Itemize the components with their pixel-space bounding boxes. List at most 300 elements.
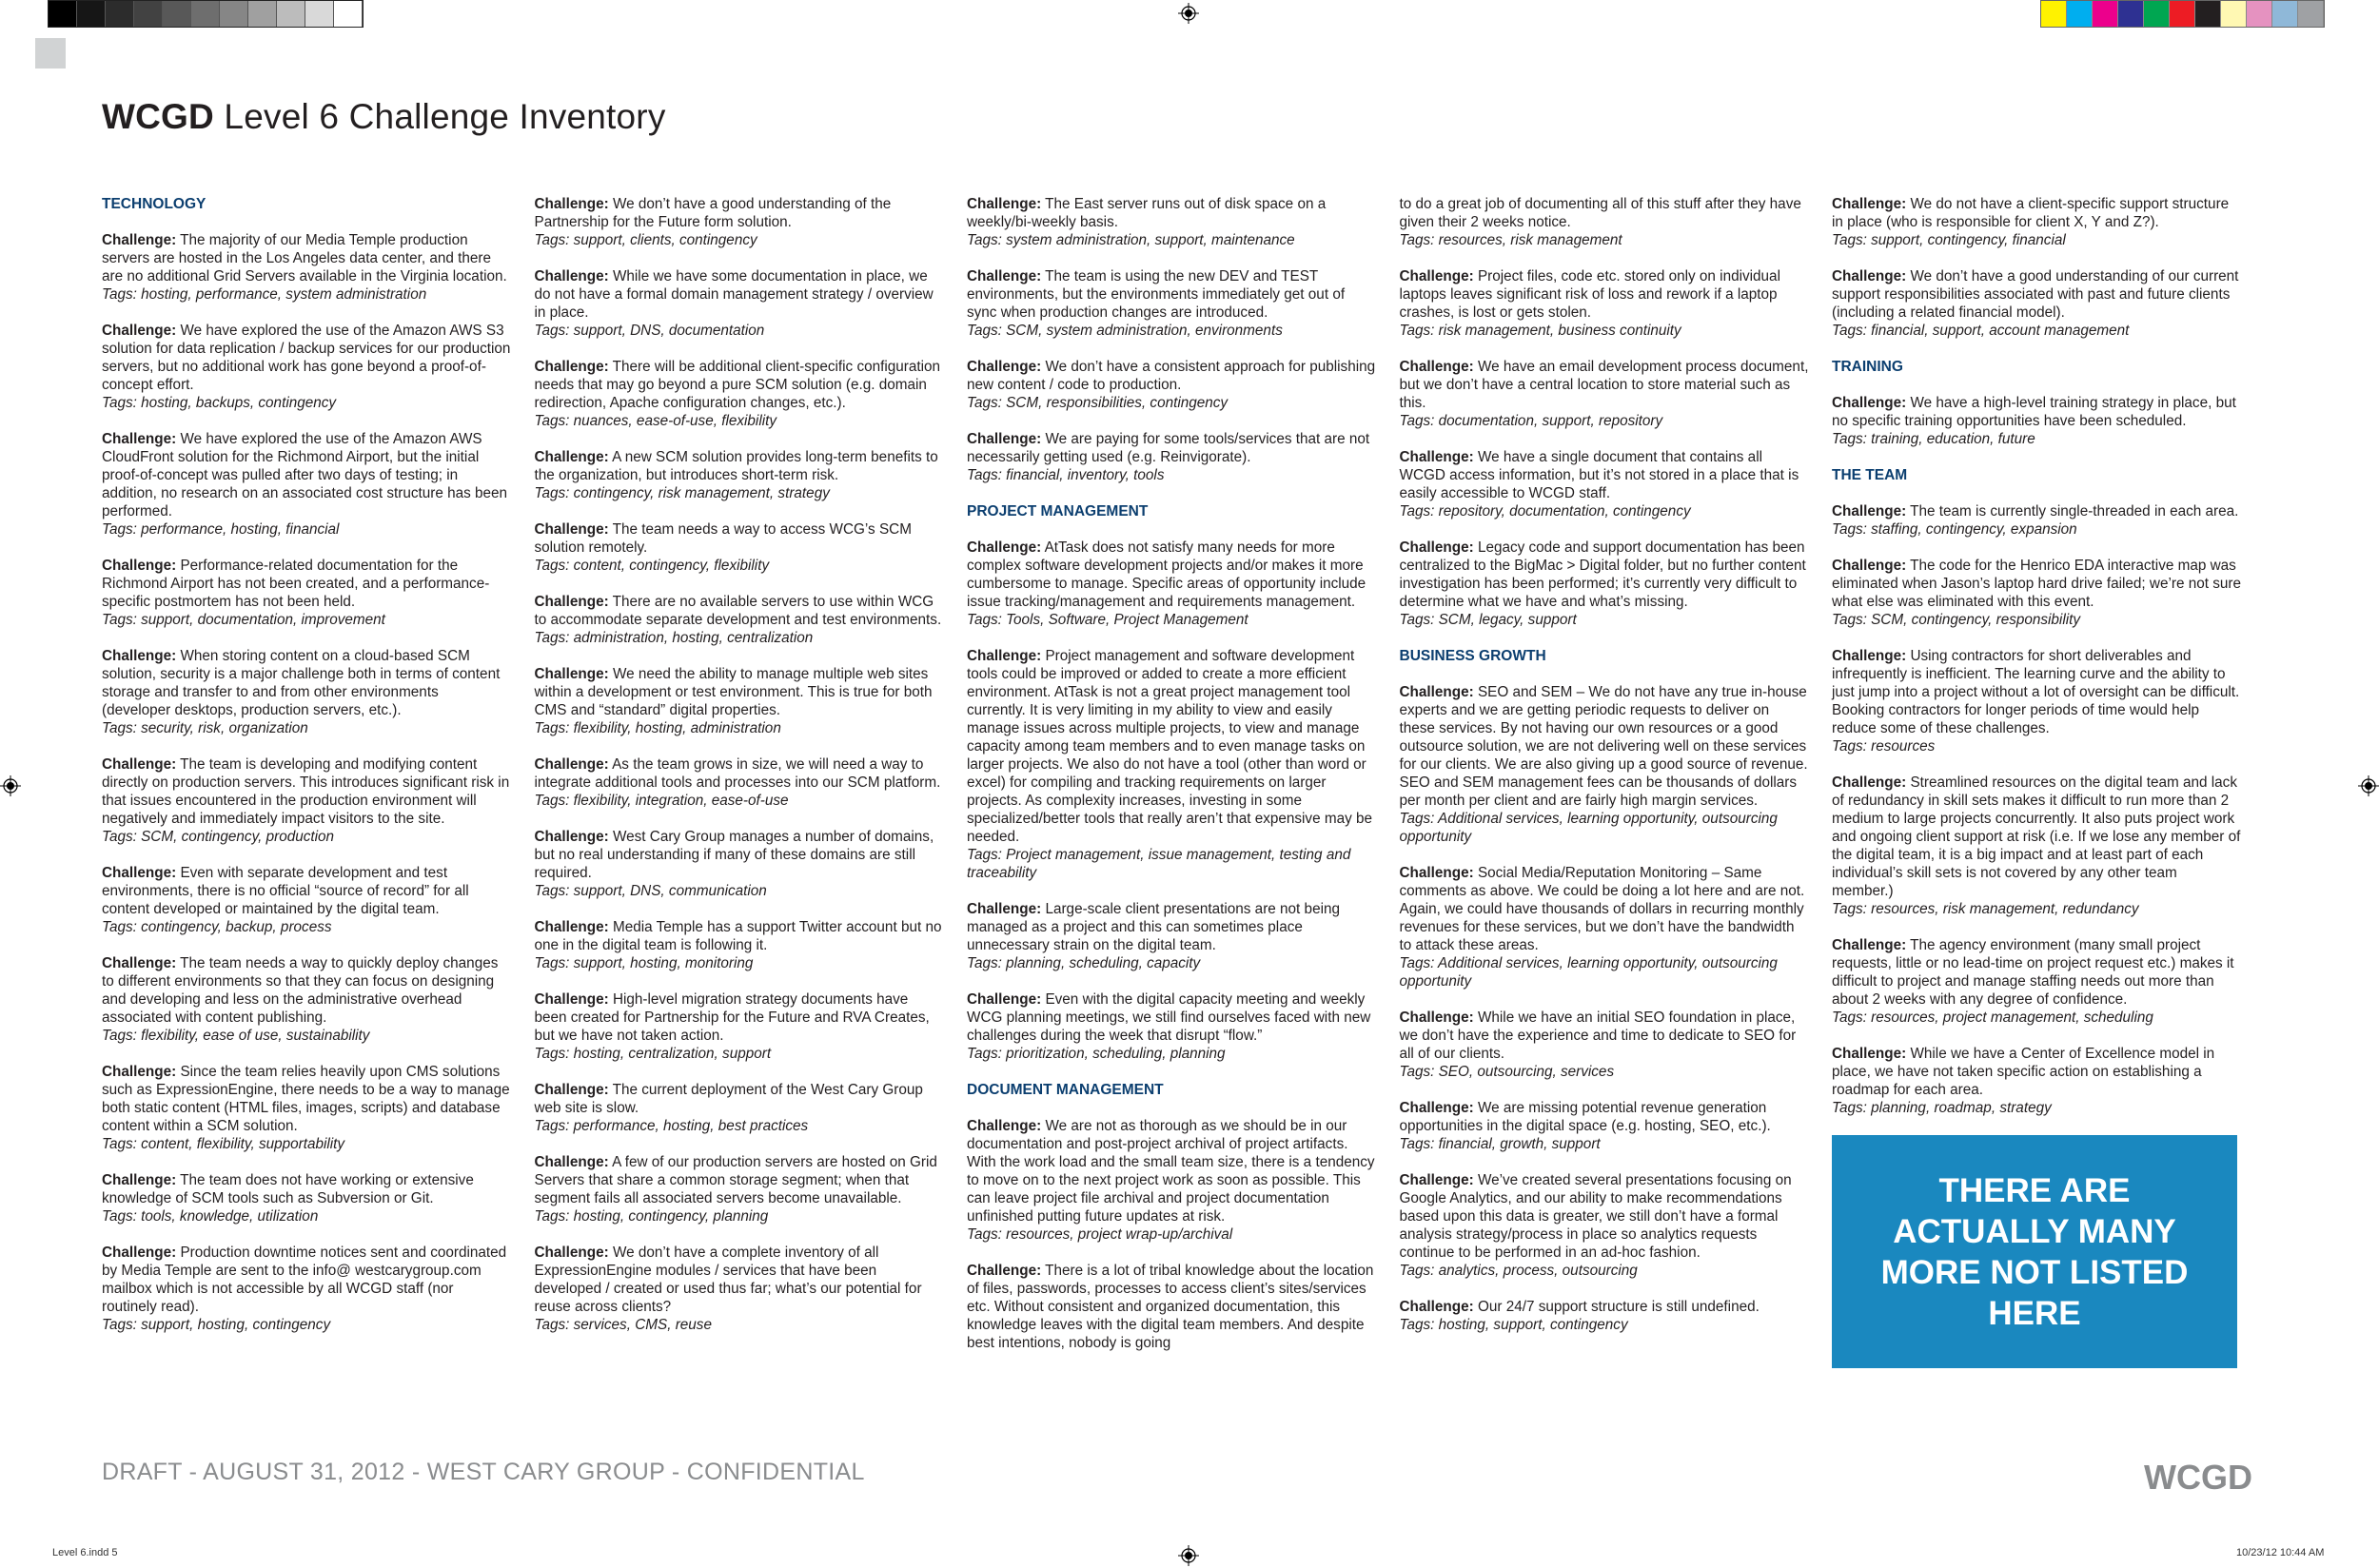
challenge-description: We don’t have a consistent approach for publishing new content / code to production. [967, 359, 1376, 393]
challenge-label: Challenge: [534, 1154, 609, 1170]
grayscale-color-bar [48, 0, 364, 28]
challenge-item [1832, 557, 2241, 629]
section-heading: TRAINING [1832, 359, 1903, 375]
challenge-text [102, 647, 511, 719]
gray-swatch [277, 1, 305, 27]
challenge-description: We are paying for some tools/services that are not necessarily getting used (e.g. Reinvigorate). [967, 431, 1370, 465]
challenge-text [967, 990, 1376, 1045]
challenge-text [535, 1244, 944, 1316]
challenge-label: Challenge: [1399, 865, 1474, 881]
challenge-text [967, 430, 1376, 466]
challenge-text [535, 267, 944, 322]
challenge-text [1400, 267, 1809, 322]
challenge-label: Challenge: [1399, 1299, 1474, 1315]
challenge-item [967, 430, 1376, 484]
registration-mark-right-icon [2358, 775, 2379, 796]
section-heading: THE TEAM [1832, 467, 1908, 483]
challenge-item [967, 195, 1376, 249]
challenge-label: Challenge: [534, 521, 609, 538]
color-swatch [2093, 1, 2118, 27]
challenge-item [967, 539, 1376, 629]
challenge-tags: Tags: financial, inventory, tools [967, 467, 1165, 483]
challenge-tags: Tags: support, DNS, documentation [534, 323, 765, 339]
challenge-text [967, 195, 1376, 231]
challenge-tags: Tags: Tools, Software, Project Management [967, 612, 1248, 628]
challenge-description: Streamlined resources on the digital team and lack of redundancy in skill sets makes it difficult to run more than 2 medium to large projects concurrently. It also puts project work and ongoing client support at risk (i.e. If we lose any member of the digital team, it is a big impact and at least part of each individual’s skill sets is not covered by any other team member.) [1832, 774, 2241, 899]
challenge-label: Challenge: [1399, 359, 1474, 375]
challenge-text [1832, 267, 2241, 322]
challenge-item [967, 647, 1376, 882]
challenge-tags: Tags: Additional services, learning opportunity, outsourcing opportunity [1399, 955, 1778, 990]
challenge-tags: Tags: hosting, performance, system administration [102, 286, 427, 303]
challenge-description: There are no available servers to use within WCG to accommodate separate development and test environments. [534, 594, 942, 628]
gray-swatch [163, 1, 191, 27]
challenge-description: Large-scale client presentations are not being managed as a project and this can sometimes place unnecessary strain on the digital team. [967, 901, 1340, 953]
challenge-tags: Tags: content, contingency, flexibility [534, 558, 770, 574]
challenge-description: We are not as thorough as we should be in our documentation and post-project archival of project artifacts. With the work load and the small team size, there is a tendency to move on to the next project work as soon as possible. This can leave project file archival and project documentation unfinished putting future updates at risk. [967, 1118, 1375, 1225]
challenge-description: We don’t have a complete inventory of all ExpressionEngine modules / services that have been developed / created or used thus far; what’s our potential for reuse across clients? [534, 1245, 922, 1315]
challenge-label: Challenge: [967, 1118, 1042, 1134]
challenge-item [535, 593, 944, 647]
challenge-text [535, 195, 944, 231]
challenge-label: Challenge: [102, 865, 177, 881]
challenge-label: Challenge: [967, 901, 1042, 917]
challenge-description: When storing content on a cloud-based SCM solution, security is a major challenge both in terms of content storage and transfer to and from other environments (developer desktops, production servers, etc.). [102, 648, 501, 718]
challenge-item [102, 1171, 511, 1225]
challenge-tags: Tags: risk management, business continuity [1399, 323, 1681, 339]
challenge-label: Challenge: [967, 1263, 1042, 1279]
gray-swatch [49, 1, 77, 27]
color-swatch [2272, 1, 2298, 27]
challenge-text [1832, 502, 2241, 520]
gray-swatch [134, 1, 163, 27]
challenge-description: The majority of our Media Temple production servers are hosted in the Los Angeles data center, and there are no additional Grid Servers available in the Virginia location. [102, 232, 507, 284]
challenge-text [102, 322, 511, 394]
title-text: Level 6 Challenge Inventory [213, 97, 666, 136]
challenge-tags: Tags: support, contingency, financial [1832, 232, 2066, 248]
challenge-text [102, 1171, 511, 1207]
challenge-description: We’ve created several presentations focusing on Google Analytics, and our ability to make recommendations based upon this data is greater, we still don’t have a formal analysis strategy/process in place so analytics requests continue to be performed in an ad-hoc fashion. [1399, 1172, 1792, 1261]
challenge-tags: Tags: support, DNS, communication [534, 883, 767, 899]
challenge-label: Challenge: [967, 539, 1042, 556]
challenge-item [102, 557, 511, 629]
challenge-tags: Tags: resources, risk management, redundancy [1832, 901, 2139, 917]
challenge-label: Challenge: [1832, 558, 1907, 574]
challenge-description: SEO and SEM – We do not have any true in-house experts and we are getting periodic requests to deliver on these services. By not having our own resources or a good outsource solution, we are not delivering well on these services for our clients. We are also giving up a good source of revenue. SEO and SEM management fees can be thousands of dollars per month per client and are fairly high margin services. [1399, 684, 1808, 809]
wcgd-logo: WCGD [2144, 1458, 2252, 1497]
challenge-label: Challenge: [102, 558, 177, 574]
challenge-text [1832, 774, 2241, 900]
challenge-label: Challenge: [534, 196, 609, 212]
challenge-tags: Tags: support, hosting, contingency [102, 1317, 331, 1333]
color-swatch [2247, 1, 2272, 27]
challenge-tags: Tags: services, CMS, reuse [534, 1317, 712, 1333]
challenge-description: Performance-related documentation for the Richmond Airport has not been created, and a performance-specific postmortem has not been held. [102, 558, 490, 610]
color-swatch [2195, 1, 2221, 27]
challenge-description: We have explored the use of the Amazon AWS S3 solution for data replication / backup services for our production servers, but no additional work has gone beyond a proof-of-concept effort. [102, 323, 511, 393]
color-swatch [2041, 1, 2067, 27]
challenge-text [535, 665, 944, 719]
callout-line: MORE NOT LISTED [1880, 1253, 2189, 1291]
challenge-tags: Tags: contingency, risk management, strategy [534, 485, 830, 501]
challenge-text [1400, 1298, 1809, 1316]
challenge-item [1400, 358, 1809, 430]
challenge-description: While we have a Center of Excellence model in place, we have not taken specific action on establishing a roadmap for each area. [1832, 1046, 2215, 1098]
challenge-text [535, 755, 944, 792]
challenge-description: The team is using the new DEV and TEST environments, but the environments immediately get out of sync when production changes are introduced. [967, 268, 1346, 321]
challenge-tags: Tags: support, hosting, monitoring [534, 955, 754, 971]
challenge-text [535, 828, 944, 882]
challenge-text [1400, 358, 1809, 412]
challenge-text [102, 1244, 511, 1316]
process-color-bar [2040, 0, 2325, 28]
challenge-description: Media Temple has a support Twitter account but no one in the digital team is following it. [534, 919, 942, 953]
challenge-description: There is a lot of tribal knowledge about the location of files, passwords, processes to access client’s sites/services etc. Without consistent and organized documentation, this knowledge leaves with the digital team members. And despite best intentions, nobody is going [967, 1263, 1374, 1351]
page-title [102, 97, 666, 137]
challenge-item [1400, 1171, 1809, 1280]
challenge-text [535, 990, 944, 1045]
challenge-tags: Tags: resources [1832, 738, 1936, 755]
challenge-tags: Tags: system administration, support, maintenance [967, 232, 1295, 248]
challenge-text [1400, 1009, 1809, 1063]
challenge-text [967, 1262, 1376, 1352]
challenge-item [535, 990, 944, 1063]
challenge-description: Production downtime notices sent and coordinated by Media Temple are sent to the info@ westcarygroup.com mailbox which is not accessible by all WCGD staff (nor routinely read). [102, 1245, 507, 1315]
callout-line: THERE ARE [1938, 1171, 2131, 1209]
confidential-footer: DRAFT - AUGUST 31, 2012 - WEST CARY GROUP - CONFIDENTIAL [102, 1459, 865, 1485]
challenge-item [1400, 1009, 1809, 1081]
challenge-item [535, 1153, 944, 1225]
challenge-text [102, 557, 511, 611]
challenge-label: Challenge: [1399, 684, 1474, 700]
challenge-tags: Tags: hosting, centralization, support [534, 1046, 772, 1062]
challenge-item [535, 1081, 944, 1135]
challenge-item [967, 990, 1376, 1063]
color-swatch [2298, 1, 2324, 27]
challenge-tags: Tags: performance, hosting, financial [102, 521, 340, 538]
challenge-text [1832, 195, 2241, 231]
challenge-item [1832, 1045, 2241, 1117]
challenge-item [967, 267, 1376, 340]
challenge-text [1400, 539, 1809, 611]
challenge-label: Challenge: [967, 991, 1042, 1008]
challenge-item [102, 864, 511, 936]
challenge-tags: Tags: content, flexibility, supportability [102, 1136, 345, 1152]
challenge-tags: Tags: hosting, backups, contingency [102, 395, 337, 411]
challenge-description: The team needs a way to quickly deploy changes to different environments so that they can focus on designing and developing and less on the administrative overhead associated with content publishing. [102, 955, 499, 1026]
challenge-description: We are missing potential revenue generation opportunities in the digital space (e.g. hosting, SEO, etc.). [1399, 1100, 1771, 1134]
challenge-description: Even with the digital capacity meeting and weekly WCG planning meetings, we still find ourselves faced with new challenges during the week that disrupt “flow.” [967, 991, 1371, 1044]
registration-mark-left-icon [0, 775, 21, 796]
challenge-label: Challenge: [102, 648, 177, 664]
challenge-label: Challenge: [102, 323, 177, 339]
challenge-description: As the team grows in size, we will need a way to integrate additional tools and processes into our SCM platform. [534, 756, 941, 791]
challenge-label: Challenge: [967, 359, 1042, 375]
challenge-tags: Tags: analytics, process, outsourcing [1399, 1263, 1638, 1279]
challenge-label: Challenge: [534, 594, 609, 610]
challenge-description: Project files, code etc. stored only on individual laptops leaves significant risk of loss and rework if a laptop crashes, is lost or gets stolen. [1399, 268, 1780, 321]
challenge-description: Our 24/7 support structure is still undefined. [1473, 1299, 1760, 1315]
challenge-label: Challenge: [1832, 1046, 1907, 1062]
challenge-tags: Tags: training, education, future [1832, 431, 2035, 447]
color-swatch [2067, 1, 2093, 27]
color-swatch [2118, 1, 2144, 27]
challenge-label: Challenge: [534, 1082, 609, 1098]
challenge-description: The team needs a way to access WCG’s SCM solution remotely. [534, 521, 912, 556]
challenge-text [1400, 1171, 1809, 1262]
more-not-listed-callout [1832, 1135, 2237, 1368]
challenge-description: The current deployment of the West Cary Group web site is slow. [534, 1082, 923, 1116]
gray-swatch [77, 1, 106, 27]
challenge-description: A new SCM solution provides long-term benefits to the organization, but introduces short-term risk. [534, 449, 938, 483]
challenge-label: Challenge: [534, 919, 609, 935]
challenge-tags: Tags: financial, support, account management [1832, 323, 2130, 339]
challenge-tags: Tags: tools, knowledge, utilization [102, 1208, 319, 1225]
section-heading: BUSINESS GROWTH [1399, 648, 1546, 664]
challenge-label: Challenge: [1832, 268, 1907, 284]
challenge-description: Social Media/Reputation Monitoring – Same comments as above. We could be doing a lot here and are not. Again, we could have thousands of dollars in recurring monthly revenues for these services, but we don’t have the bandwidth to attack these areas. [1399, 865, 1805, 953]
gray-swatch [305, 1, 334, 27]
challenge-text [1400, 864, 1809, 954]
challenge-tags: Tags: Additional services, learning opportunity, outsourcing opportunity [1399, 811, 1778, 845]
challenge-columns [102, 195, 2241, 1370]
challenge-text [967, 1117, 1376, 1225]
challenge-item [1832, 394, 2241, 448]
challenge-item [967, 1117, 1376, 1244]
challenge-label: Challenge: [1832, 937, 1907, 953]
challenge-tags: Tags: resources, project management, scheduling [1832, 1009, 2153, 1026]
challenge-tags: Tags: resources, project wrap-up/archival [967, 1226, 1233, 1243]
challenge-text [102, 954, 511, 1027]
challenge-label: Challenge: [1832, 774, 1907, 791]
challenge-item [1832, 502, 2241, 539]
challenge-text [535, 520, 944, 557]
challenge-description: Legacy code and support documentation has been centralized to the BigMac > Digital folder, but no further content investigation has been performed; it’s currently very difficult to determine what we have and what’s missing. [1399, 539, 1806, 610]
gray-swatch [106, 1, 134, 27]
challenge-tags: Tags: contingency, backup, process [102, 919, 332, 935]
challenge-label: Challenge: [102, 955, 177, 971]
date-slug: 10/23/12 10:44 AM [2236, 1547, 2325, 1558]
challenge-description: The agency environment (many small project requests, little or no lead-time on project request etc.) makes it difficult to project and manage staffing needs out more than about 2 weeks with any degree of confidence. [1832, 937, 2234, 1008]
column-3 [967, 195, 1376, 1370]
challenge-item [102, 1244, 511, 1334]
challenge-label: Challenge: [534, 991, 609, 1008]
challenge-tags: Tags: administration, hosting, centralization [534, 630, 814, 646]
challenge-text [967, 647, 1376, 846]
challenge-text [1832, 394, 2241, 430]
challenge-tags: Tags: support, clients, contingency [534, 232, 757, 248]
challenge-label: Challenge: [534, 449, 609, 465]
challenge-tags: Tags: repository, documentation, contingency [1399, 503, 1691, 519]
challenge-tags: Tags: staffing, contingency, expansion [1832, 521, 2077, 538]
challenge-item [102, 231, 511, 304]
challenge-label: Challenge: [967, 648, 1042, 664]
challenge-tags: Tags: nuances, ease-of-use, flexibility [534, 413, 777, 429]
challenge-description: There will be additional client-specific configuration needs that may go beyond a pure SCM solution (e.g. domain redirection, Apache configuration changes, etc.). [534, 359, 941, 411]
challenge-description: The team does not have working or extensive knowledge of SCM tools such as Subversion or Git. [102, 1172, 474, 1206]
challenge-tags: Tags: planning, roadmap, strategy [1832, 1100, 2052, 1116]
challenge-description: High-level migration strategy documents have been created for Partnership for the Future and RVA Creates, but we have not taken action. [534, 991, 930, 1044]
challenge-tags: Tags: security, risk, organization [102, 720, 308, 736]
challenge-item [1832, 267, 2241, 340]
challenge-item [535, 755, 944, 810]
challenge-tags: Tags: support, documentation, improvement [102, 612, 385, 628]
challenge-label: Challenge: [1399, 1100, 1474, 1116]
challenge-item [1400, 267, 1809, 340]
challenge-text [102, 430, 511, 520]
challenge-tags: Tags: performance, hosting, best practices [534, 1118, 809, 1134]
challenge-item [1400, 539, 1809, 629]
challenge-text [967, 267, 1376, 322]
challenge-item [535, 195, 944, 249]
challenge-text [535, 1081, 944, 1117]
challenge-description: We have explored the use of the Amazon AWS CloudFront solution for the Richmond Airport, but the initial proof-of-concept was pulled after two days of testing; in addition, no research on an associated cost structure has been performed. [102, 431, 508, 519]
challenge-item [1400, 1298, 1809, 1334]
challenge-text [102, 755, 511, 828]
challenge-item [102, 954, 511, 1045]
challenge-description: Using contractors for short deliverables and infrequently is inefficient. The learning curve and the ability to just jump into a project without a lot of oversight can be difficult. Booking contractors for longer periods of time would help reduce some of these challenges. [1832, 648, 2240, 736]
challenge-label: Challenge: [1399, 1009, 1474, 1026]
challenge-text [967, 358, 1376, 394]
challenge-text [535, 358, 944, 412]
challenge-label: Challenge: [967, 196, 1042, 212]
challenge-description: We do not have a client-specific support structure in place (who is responsible for client X, Y and Z?). [1832, 196, 2230, 230]
title-brand: WCGD [102, 97, 214, 136]
challenge-label: Challenge: [1832, 196, 1907, 212]
challenge-item [967, 358, 1376, 412]
challenge-tags: Tags: flexibility, ease of use, sustainability [102, 1028, 370, 1044]
challenge-item [535, 828, 944, 900]
challenge-text [102, 864, 511, 918]
challenge-description: The team is currently single-threaded in each area. [1906, 503, 2239, 519]
challenge-tags: Tags: Project management, issue management, testing and traceability [967, 847, 1351, 881]
challenge-tags: Tags: hosting, contingency, planning [534, 1208, 769, 1225]
challenge-tags: Tags: SCM, system administration, environments [967, 323, 1283, 339]
challenge-text [1400, 448, 1809, 502]
gray-swatch [334, 1, 363, 27]
challenge-tags: Tags: planning, scheduling, capacity [967, 955, 1201, 971]
challenge-item [967, 900, 1376, 972]
challenge-tags: Tags: SCM, responsibilities, contingency [967, 395, 1229, 411]
challenge-label: Challenge: [534, 666, 609, 682]
challenge-item [1400, 448, 1809, 520]
gray-swatch [191, 1, 220, 27]
challenge-label: Challenge: [534, 268, 609, 284]
challenge-item [535, 520, 944, 575]
challenge-tags: Tags: documentation, support, repository [1399, 413, 1663, 429]
challenge-item [102, 1063, 511, 1153]
challenge-tags: Tags: resources, risk management [1399, 232, 1622, 248]
challenge-description: The East server runs out of disk space on a weekly/bi-weekly basis. [967, 196, 1327, 230]
challenge-label: Challenge: [1399, 449, 1474, 465]
challenge-tags: Tags: SCM, contingency, responsibility [1832, 612, 2081, 628]
column-4 [1400, 195, 1809, 1370]
registration-mark-top-icon [1178, 3, 1199, 24]
gray-swatch [248, 1, 277, 27]
challenge-item [535, 918, 944, 972]
challenge-text [1400, 683, 1809, 810]
challenge-item [535, 1244, 944, 1334]
challenge-description: While we have an initial SEO foundation in place, we don’t have the experience and time to dedicate to SEO for all of our clients. [1399, 1009, 1797, 1062]
challenge-description: We have a single document that contains all WCGD access information, but it’s not stored in a place that is easily accessible to WCGD staff. [1399, 449, 1799, 501]
challenge-description: While we have some documentation in place, we do not have a formal domain management strategy / overview in place. [534, 268, 934, 321]
color-swatch [2144, 1, 2170, 27]
challenge-item [102, 322, 511, 412]
challenge-label: Challenge: [967, 268, 1042, 284]
challenge-tags: Tags: prioritization, scheduling, planning [967, 1046, 1226, 1062]
challenge-text [967, 900, 1376, 954]
challenge-tags: Tags: SEO, outsourcing, services [1399, 1064, 1615, 1080]
challenge-label: Challenge: [534, 1245, 609, 1261]
challenge-text [967, 539, 1376, 611]
challenge-item [1832, 647, 2241, 755]
column-5 [1832, 195, 2241, 1370]
challenge-label: Challenge: [1832, 395, 1907, 411]
challenge-item [1400, 195, 1809, 249]
registration-mark-bottom-icon [1178, 1545, 1199, 1566]
challenge-text [1400, 195, 1809, 231]
section-heading: TECHNOLOGY [102, 196, 206, 212]
challenge-description: We don’t have a good understanding of our current support responsibilities associated with past and future clients (including a related financial model). [1832, 268, 2239, 321]
challenge-item [1400, 683, 1809, 846]
challenge-tags: Tags: flexibility, integration, ease-of-use [534, 793, 789, 809]
challenge-item [535, 448, 944, 502]
challenge-label: Challenge: [1399, 1172, 1474, 1188]
challenge-text [102, 1063, 511, 1135]
challenge-text [1832, 647, 2241, 737]
challenge-description: We don’t have a good understanding of the Partnership for the Future form solution. [534, 196, 892, 230]
challenge-item [1400, 1099, 1809, 1153]
challenge-description: West Cary Group manages a number of domains, but no real understanding if many of these domains are still required. [534, 829, 934, 881]
challenge-label: Challenge: [1832, 648, 1907, 664]
challenge-label: Challenge: [102, 1172, 177, 1188]
challenge-text [535, 918, 944, 954]
color-swatch [2170, 1, 2195, 27]
challenge-description: We have a high-level training strategy in place, but no specific training opportunities have been scheduled. [1832, 395, 2236, 429]
challenge-description: A few of our production servers are hosted on Grid Servers that share a common storage segment; when that segment fails all associated servers become unavailable. [534, 1154, 937, 1206]
column-1 [102, 195, 511, 1370]
challenge-text [1832, 936, 2241, 1009]
challenge-item [535, 665, 944, 737]
challenge-tags: Tags: SCM, legacy, support [1399, 612, 1577, 628]
section-heading: PROJECT MANAGEMENT [967, 503, 1149, 519]
challenge-description: We need the ability to manage multiple web sites within a development or test environment. This is true for both CMS and “standard” digital properties. [534, 666, 933, 718]
color-swatch [2221, 1, 2247, 27]
gray-swatch [220, 1, 248, 27]
column-2 [535, 195, 944, 1370]
challenge-item [1832, 936, 2241, 1027]
callout-line: ACTUALLY MANY [1893, 1212, 2176, 1250]
challenge-item [102, 755, 511, 846]
challenge-item [1832, 195, 2241, 249]
challenge-description: Even with separate development and test environments, there is no official “source of record” for all content developed or maintained by the digital team. [102, 865, 469, 917]
challenge-text [535, 593, 944, 629]
section-heading: DOCUMENT MANAGEMENT [967, 1082, 1164, 1098]
challenge-description: The code for the Henrico EDA interactive map was eliminated when Jason’s laptop hard drive failed; we’re not sure what else was eliminated with this event. [1832, 558, 2241, 610]
challenge-item [102, 647, 511, 737]
challenge-tags: Tags: SCM, contingency, production [102, 829, 335, 845]
challenge-tags: Tags: hosting, support, contingency [1399, 1317, 1628, 1333]
challenge-description: Project management and software development tools could be improved or added to create a more efficient environment. AtTask is not a great project management tool currently. It is very limiting in my ability to view and easily manage issues across multiple projects, to view and manage capacity among team members and to even manage tasks on larger projects. We also do not have a tool (other than word or excel) for compiling and tracking requirements on larger projects. As complexity increases, investing in some specialized/better tools that really aren’t that expensive may be needed. [967, 648, 1372, 845]
challenge-item [1832, 774, 2241, 918]
challenge-text [102, 231, 511, 285]
challenge-description: Since the team relies heavily upon CMS solutions such as ExpressionEngine, there needs to be a way to manage both static content (HTML files, images, scripts) and database content within a SCM solution. [102, 1064, 510, 1134]
challenge-tags: Tags: financial, growth, support [1399, 1136, 1601, 1152]
challenge-text [1832, 1045, 2241, 1099]
challenge-text [535, 1153, 944, 1207]
challenge-description: to do a great job of documenting all of this stuff after they have given their 2 weeks notice. [1399, 196, 1801, 230]
challenge-description: The team is developing and modifying content directly on production servers. This introduces significant risk in that issues encountered in the production environment will negatively and immediately impact visitors to the site. [102, 756, 510, 827]
